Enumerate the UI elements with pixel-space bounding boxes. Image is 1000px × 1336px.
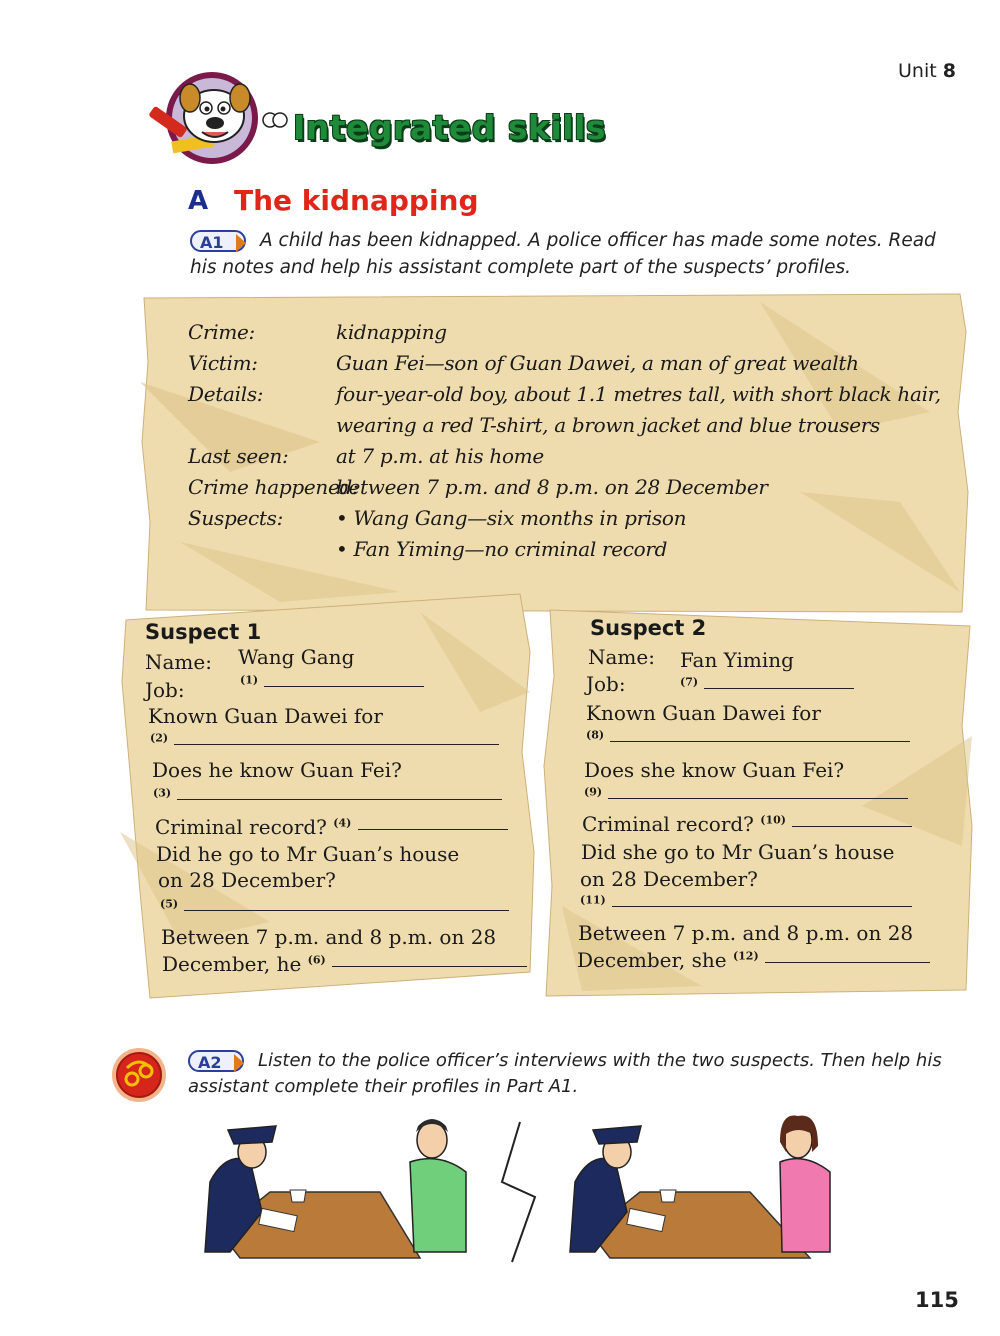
interview-scene-left: [205, 1119, 466, 1258]
suspect1-between-2: December, he: [162, 952, 302, 976]
suspect1-criminal: [155, 815, 508, 839]
suspect2-heading: Suspect 2: [590, 616, 707, 640]
part-title: The kidnapping: [234, 184, 479, 217]
suspect1-between: [162, 952, 527, 976]
scene-divider: [502, 1122, 535, 1262]
suspect1-criminal-label: Criminal record?: [155, 815, 327, 839]
suspect2-between-1: Between 7 p.m. and 8 p.m. on 28: [578, 921, 914, 945]
blank-1-number: (1): [240, 673, 259, 687]
suspect-item-wang: • Wang Gang—six months in prison: [336, 506, 687, 530]
interview-scene-right: [570, 1116, 830, 1258]
suspect1-name: Wang Gang: [238, 645, 355, 669]
blank-3-number: (3): [153, 786, 172, 800]
crime-label: Crime:: [188, 320, 255, 344]
a2-badge-label: A2: [198, 1053, 222, 1072]
blank-9-number: (9): [584, 785, 603, 799]
blank-8[interactable]: [586, 727, 910, 751]
suspects-label: Suspects:: [188, 506, 284, 530]
suspect2-go-line-1: Did she go to Mr Guan’s house: [581, 840, 895, 864]
suspect1-know-fei: Does he know Guan Fei?: [152, 758, 402, 782]
suspect2-name-label: Name:: [588, 645, 655, 669]
blank-3[interactable]: [153, 785, 502, 809]
crime-happened-label: Crime happened:: [188, 475, 359, 499]
page-number: 115: [915, 1288, 959, 1312]
suspect1-name-label: Name:: [145, 650, 212, 674]
a1-instruction: A child has been kidnapped. A police officer has made some notes. Read his notes and help his assistant complete part of the suspects’ profiles.: [190, 230, 936, 278]
details-line-2: wearing a red T-shirt, a brown jacket and blue trousers: [336, 413, 880, 437]
suspect2-name: Fan Yiming: [680, 648, 794, 672]
section-title: Integrated skills: [293, 108, 607, 147]
victim-value: Guan Fei—son of Guan Dawei, a man of great wealth: [336, 351, 859, 375]
listening-icon: [110, 1046, 168, 1104]
blank-5-number: (5): [160, 897, 179, 911]
suspect1-heading: Suspect 1: [145, 620, 262, 644]
blank-4-number: (4): [333, 816, 352, 830]
details-label: Details:: [188, 382, 264, 406]
blank-7[interactable]: [680, 674, 854, 698]
suspect1-known-label: Known Guan Dawei for: [148, 704, 383, 728]
dog-mascot-icon: [142, 68, 290, 168]
interview-illustration: [190, 1112, 880, 1268]
unit-number: 8: [942, 60, 956, 82]
details-line-1: four-year-old boy, about 1.1 metres tall, with short black hair,: [336, 382, 941, 406]
blank-10-number: (10): [760, 813, 786, 827]
suspect2-know-fei: Does she know Guan Fei?: [584, 758, 845, 782]
suspect2-criminal: [582, 812, 912, 836]
blank-5[interactable]: [160, 896, 509, 920]
last-seen-value: at 7 p.m. at his home: [336, 444, 544, 468]
blank-6[interactable]: [332, 965, 527, 967]
blank-11[interactable]: [580, 892, 912, 916]
blank-12[interactable]: [765, 961, 930, 963]
blank-4[interactable]: [358, 828, 508, 830]
suspect1-job-label: Job:: [145, 678, 185, 702]
unit-label: [898, 60, 956, 82]
blank-11-number: (11): [580, 893, 606, 907]
crime-happened-value: between 7 p.m. and 8 p.m. on 28 December: [336, 475, 768, 499]
a2-instruction: Listen to the police officer’s interviews with the two suspects. Then help his assistant complete their profiles in Part A1.: [188, 1050, 942, 1097]
blank-9[interactable]: [584, 784, 908, 808]
crime-value: kidnapping: [336, 320, 447, 344]
victim-label: Victim:: [188, 351, 258, 375]
last-seen-label: Last seen:: [188, 444, 289, 468]
blank-2[interactable]: [150, 730, 499, 754]
blank-10[interactable]: [792, 825, 912, 827]
suspect2-between-2: December, she: [577, 948, 727, 972]
suspect1-go-line-2: on 28 December?: [158, 868, 336, 892]
blank-7-number: (7): [680, 675, 699, 689]
suspect2-between: [577, 948, 930, 972]
blank-6-number: (6): [307, 953, 326, 967]
blank-12-number: (12): [732, 949, 759, 963]
suspect1-go-line-1: Did he go to Mr Guan’s house: [156, 842, 460, 866]
suspect2-job-label: Job:: [586, 672, 626, 696]
blank-1[interactable]: [240, 672, 424, 696]
suspect2-go-line-2: on 28 December?: [580, 867, 758, 891]
a1-badge-label: A1: [200, 233, 224, 252]
unit-prefix: Unit: [898, 60, 937, 82]
suspect1-between-1: Between 7 p.m. and 8 p.m. on 28: [161, 925, 497, 949]
blank-8-number: (8): [586, 728, 605, 742]
suspect-item-fan: • Fan Yiming—no criminal record: [336, 537, 668, 561]
blank-2-number: (2): [150, 731, 169, 745]
part-letter: A: [188, 186, 209, 216]
suspect2-known-label: Known Guan Dawei for: [586, 701, 821, 725]
suspect2-criminal-label: Criminal record?: [582, 812, 754, 836]
